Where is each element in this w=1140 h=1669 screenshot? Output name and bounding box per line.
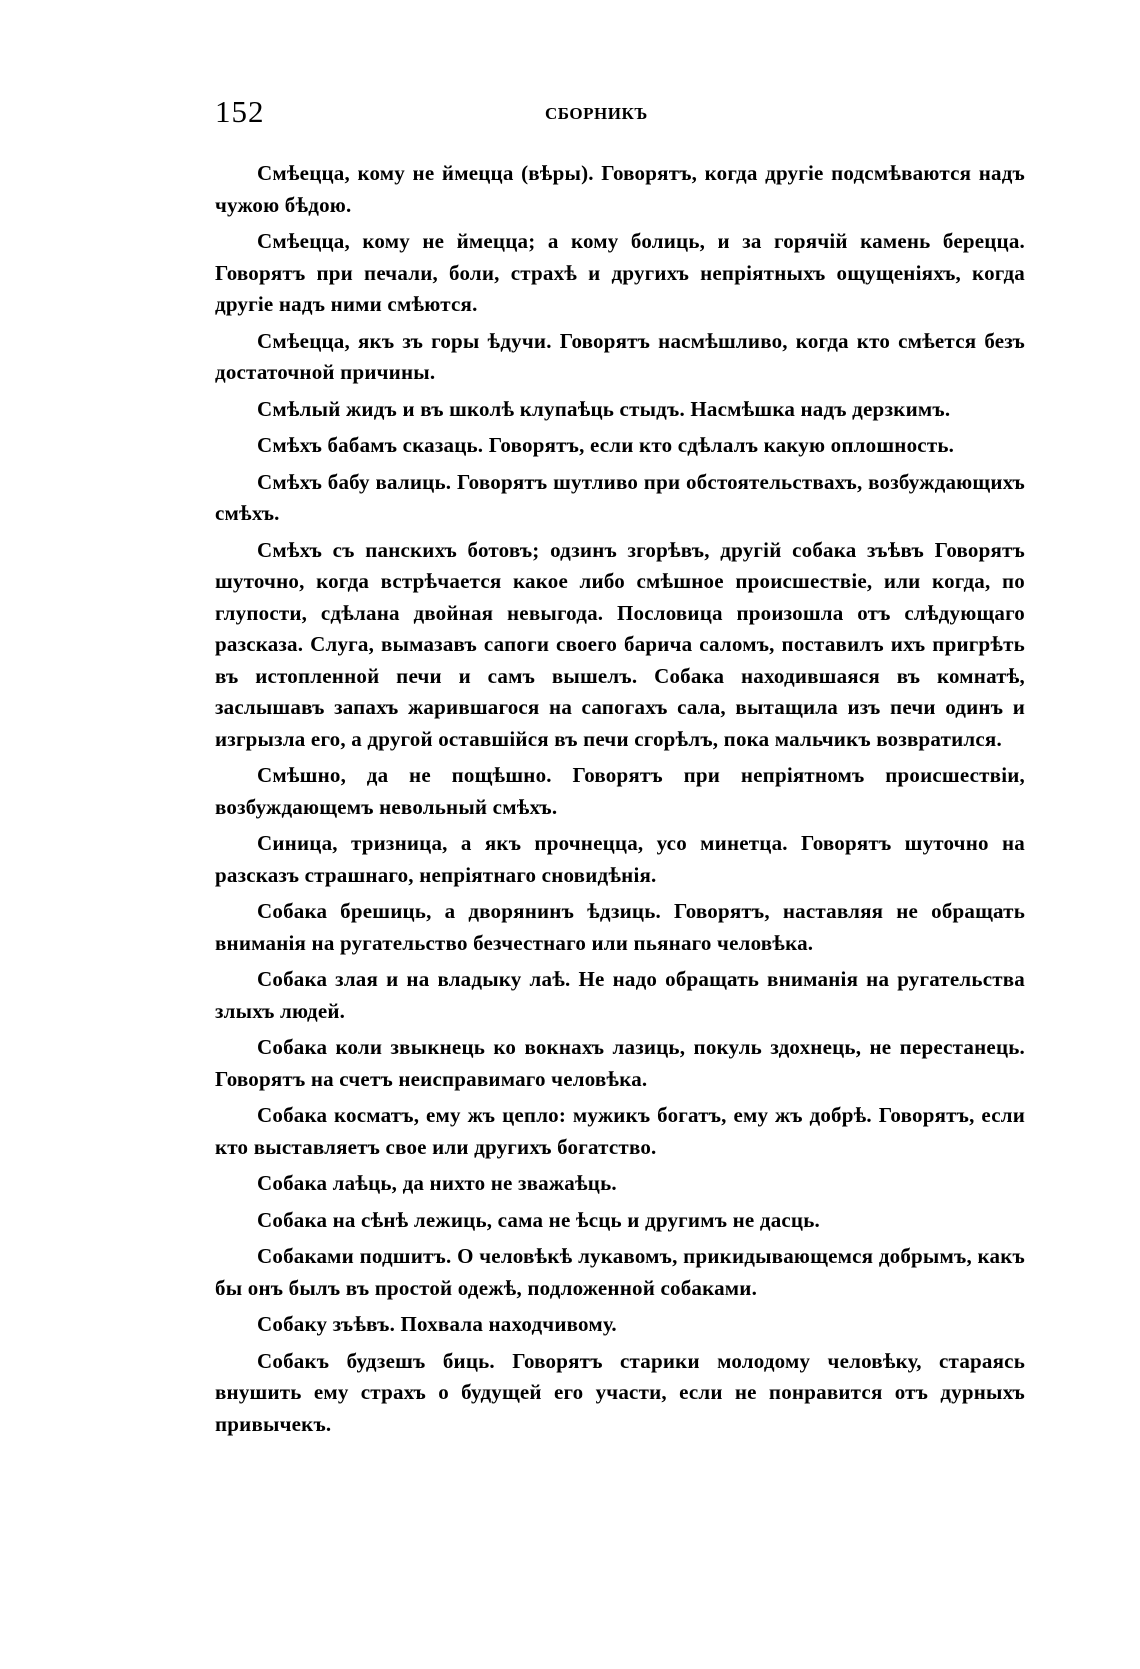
proverb-entry: Смѣхъ съ панскихъ ботовъ; одзинъ згорѣвъ, другій собака зъѣвъ Говорятъ шуточно, когда встрѣчается какое либо смѣшное происшествіе, или когда, по глупости, сдѣлана двойная невыгода. Пословица произошла отъ слѣдующаго разсказа. Слуга, вымазавъ сапоги своего барича саломъ, поставилъ ихъ пригрѣть въ истопленной печи и самъ вышелъ. Собака находившаяся въ комнатѣ, заслышавъ запахъ жарившагося на сапогахъ сала, вытащила изъ печи одинъ и изгрызла его, а другой оставшійся въ печи сгорѣлъ, пока мальчикъ возвратился. — [215, 537, 1025, 751]
proverb-entry: Смѣхъ бабамъ сказаць. Говорятъ, если кто сдѣлалъ какую оплошность. — [257, 433, 955, 457]
page-body — [215, 158, 1025, 1445]
proverb-entry: Собака коли звыкнець ко вокнахъ лазиць, покуль здохнець, не перестанець. Говорятъ на счетъ неисправимаго человѣка. — [215, 1035, 1025, 1091]
proverb-entry: Собака брешиць, а дворянинъ ѣдзиць. Говорятъ, наставляя не обращать вниманія на ругательство безчестнаго или пьянаго человѣка. — [215, 899, 1025, 955]
page-number: 152 — [215, 94, 265, 129]
proverb-entry: Собакъ будзешъ биць. Говорятъ старики молодому человѣку, стараясь внушить ему страхъ о будущей его участи, если не понравится отъ дурныхъ привычекъ. — [215, 1348, 1025, 1436]
proverb-entry: Смѣецца, якъ зъ горы ѣдучи. Говорятъ насмѣшливо, когда кто смѣется безъ достаточной причины. — [215, 328, 1025, 384]
proverb-entry: Смѣхъ бабу валиць. Говорятъ шутливо при обстоятельствахъ, возбуждающихъ смѣхъ. — [215, 469, 1025, 525]
running-head: СБОРНИКЪ — [545, 104, 648, 123]
proverb-entry: Собака лаѣць, да нихто не зважаѣць. — [257, 1171, 617, 1195]
proverb-entry: Собака злая и на владыку лаѣ. Не надо обращать вниманія на ругательства злыхъ людей. — [215, 967, 1025, 1023]
proverb-entry: Собаками подшитъ. О человѣкѣ лукавомъ, прикидывающемся добрымъ, какъ бы онъ былъ въ простой одежѣ, подложенной собаками. — [215, 1244, 1025, 1300]
proverb-entry: Смѣлый жидъ и въ школѣ клупаѣць стыдъ. Насмѣшка надъ дерзкимъ. — [257, 396, 951, 421]
proverb-entry: Собаку зъѣвъ. Похвала находчивому. — [257, 1312, 617, 1336]
page-header — [215, 94, 1025, 130]
proverb-entry: Собака на сѣнѣ лежиць, сама не ѣсць и другимъ не дасць. — [257, 1207, 820, 1232]
proverb-entry: Синица, тризница, а якъ прочнецца, усо минетца. Говорятъ шуточно на разсказъ страшнаго, непріятнаго сновидѣнія. — [215, 831, 1025, 887]
proverb-entry: Смѣецца, кому не ймецца (вѣры). Говорятъ, когда другіе подсмѣваются надъ чужою бѣдою. — [215, 161, 1025, 217]
proverb-entry: Собака косматъ, ему жъ цепло: мужикъ богатъ, ему жъ добрѣ. Говорятъ, если кто выставляетъ свое или другихъ богатство. — [215, 1103, 1025, 1159]
proverb-entry: Смѣецца, кому не ймецца; а кому болиць, и за горячій камень берецца. Говорятъ при печали, боли, страхѣ и другихъ непріятныхъ ощущеніяхъ, когда другіе надъ ними смѣются. — [215, 229, 1025, 316]
proverb-entry: Смѣшно, да не пощѣшно. Говорятъ при непріятномъ происшествіи, возбуждающемъ невольный смѣхъ. — [215, 763, 1025, 819]
